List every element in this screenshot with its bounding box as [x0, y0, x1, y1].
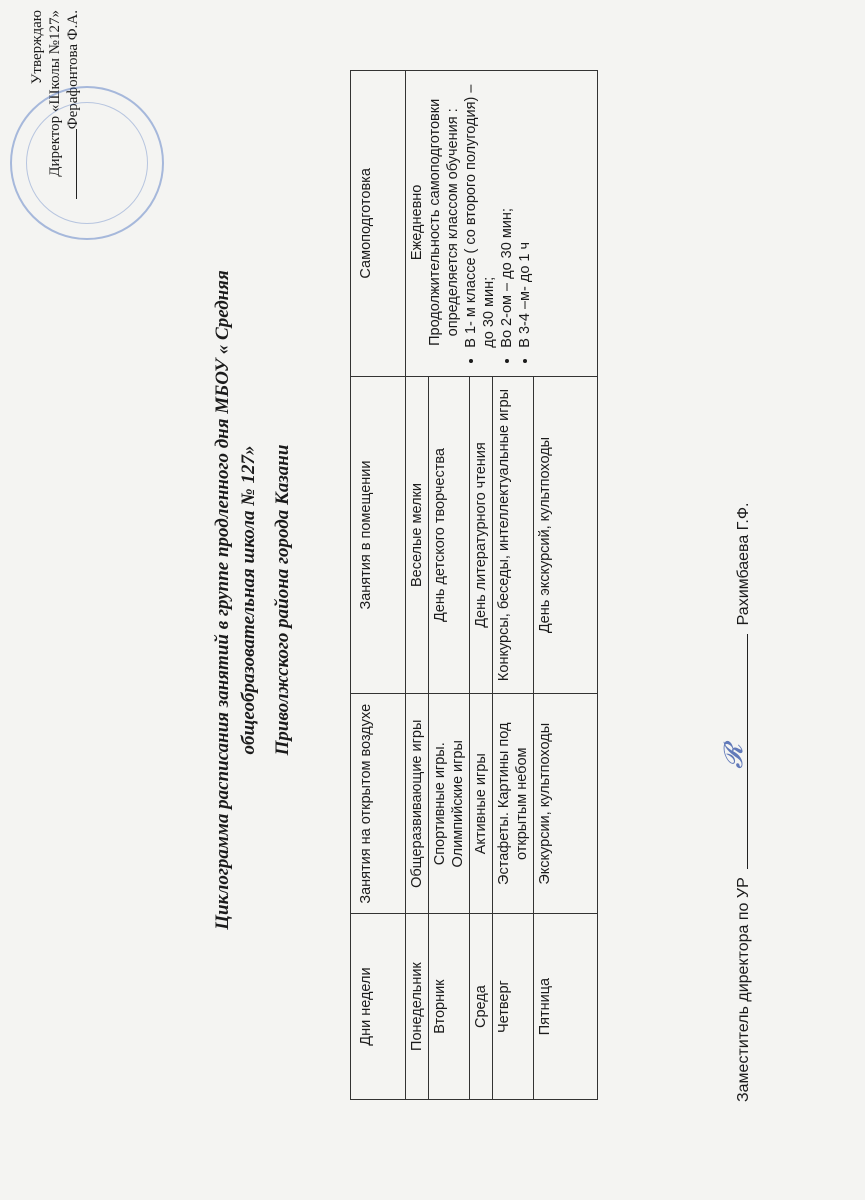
- self-study-list: [462, 77, 534, 368]
- school-stamp: [10, 86, 164, 240]
- cell-indoor: День литературного чтения: [470, 376, 493, 694]
- cell-outdoor: Общеразвивающие игры: [406, 694, 429, 914]
- header-self-study: Самоподготовка: [351, 71, 406, 377]
- approval-line-3: Ферафонтова Ф.А.: [65, 10, 81, 130]
- header-days: Дни недели: [351, 914, 406, 1100]
- cell-indoor: Веселые мелки: [406, 376, 429, 694]
- approval-line-1: Утверждаю: [29, 10, 45, 85]
- deputy-name: Рахимбаева Г.Ф.: [735, 502, 752, 626]
- header-indoor: Занятия в помещении: [351, 376, 406, 694]
- list-item: • Во 2-ом – до 30 мин;: [498, 77, 516, 348]
- header-outdoor: Занятия на открытом воздухе: [351, 694, 406, 914]
- title-line-3: Приволжского района города Казани: [272, 444, 293, 756]
- cell-day: Пятница: [534, 914, 598, 1100]
- cell-outdoor: Эстафеты. Картины под открытым небом: [493, 694, 534, 914]
- cell-day: Понедельник: [406, 914, 429, 1100]
- self-study-description: Продолжительность самоподготовки определяется классом обучения :: [427, 98, 461, 346]
- cell-indoor: День экскурсий, культпоходы: [534, 376, 598, 694]
- cell-outdoor: Спортивные игры. Олимпийские игры: [429, 694, 470, 914]
- title-line-1: Циклограмма расписания занятий в группе продленного дня МБОУ « Средняя: [212, 270, 233, 930]
- cell-day: Четверг: [493, 914, 534, 1100]
- title-line-2: общеобразовательная школа № 127»: [238, 445, 259, 755]
- cell-outdoor: Экскурсии, культпоходы: [534, 694, 598, 914]
- cell-outdoor: Активные игры: [470, 694, 493, 914]
- deputy-label: Заместитель директора по УР: [735, 877, 752, 1102]
- list-item: • В 3-4 –м- до 1 ч: [516, 77, 534, 348]
- deputy-signature-line: [719, 634, 749, 869]
- handwritten-signature-icon: 𝓡: [719, 744, 749, 769]
- schedule-table: [350, 70, 598, 1100]
- cell-self-study: [406, 71, 598, 377]
- table-row: [406, 71, 429, 1100]
- cell-indoor: День детского творчества: [429, 376, 470, 694]
- document-title: [210, 0, 296, 1200]
- approval-block: [28, 10, 82, 200]
- self-study-frequency: Ежедневно: [409, 184, 425, 261]
- approval-line-2: Директор «Школы №127»: [47, 10, 63, 177]
- table-header-row: [351, 71, 406, 1100]
- cell-indoor: Конкурсы, беседы, интеллектуальные игры: [493, 376, 534, 694]
- deputy-signature-block: [719, 502, 753, 1102]
- list-item: • В 1- м классе ( со второго полугодия) – до 30 мин;: [462, 77, 498, 348]
- cell-day: Среда: [470, 914, 493, 1100]
- cell-day: Вторник: [429, 914, 470, 1100]
